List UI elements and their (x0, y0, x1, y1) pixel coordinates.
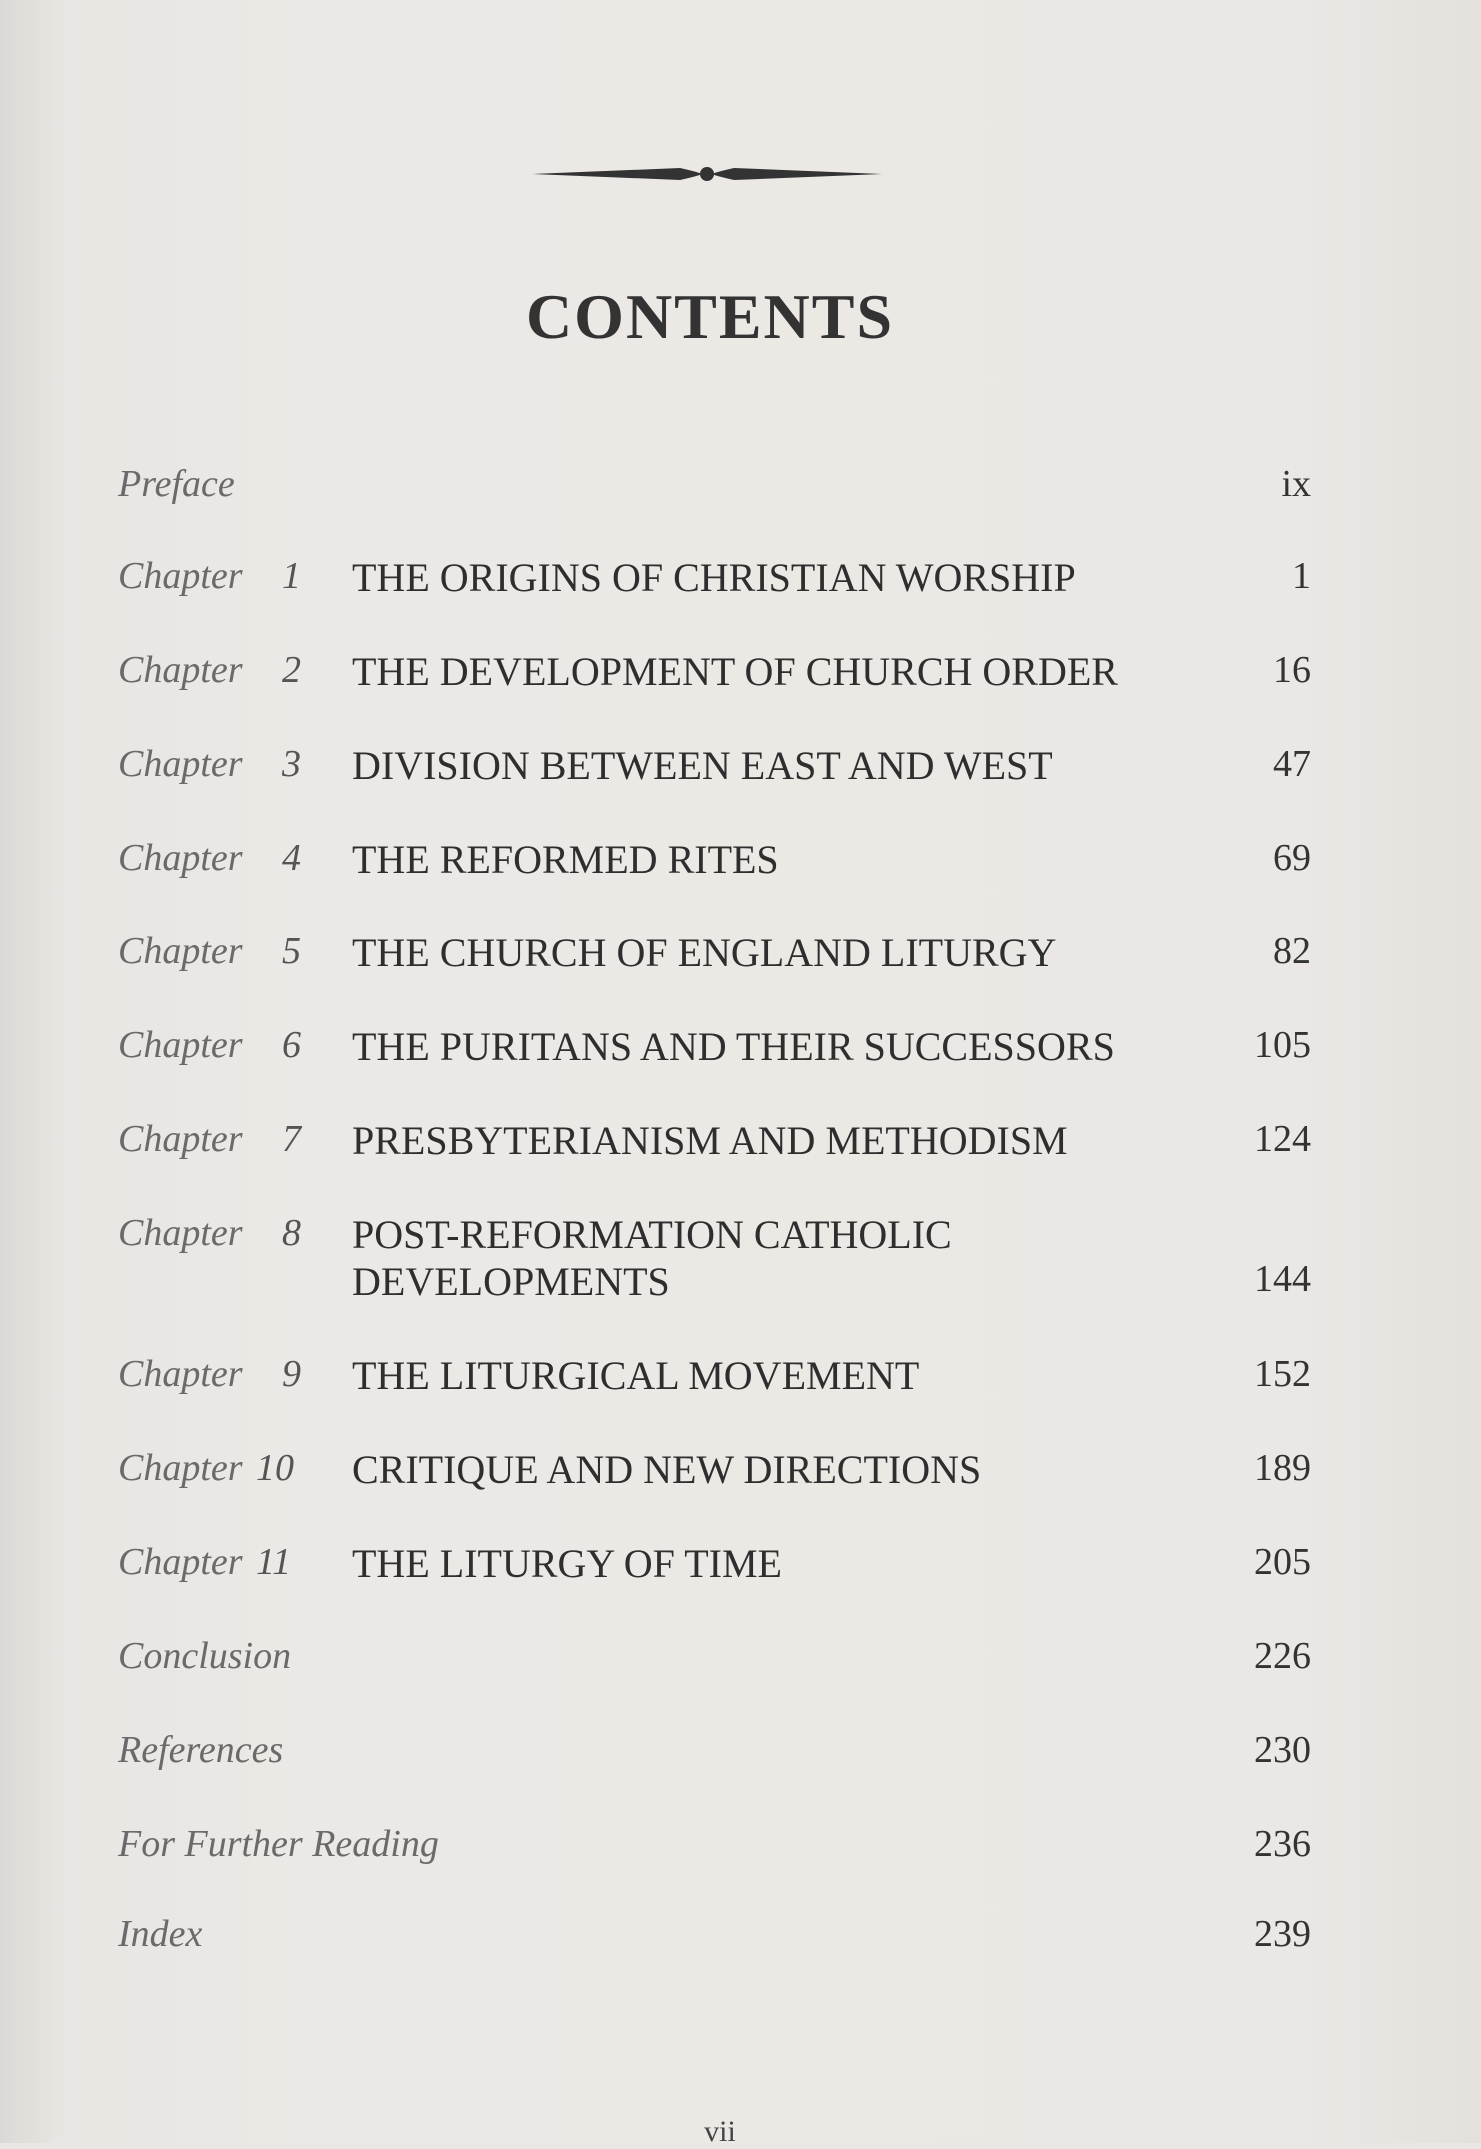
entry-label: Conclusion (118, 1635, 292, 1677)
entry-label: Chapter (118, 1024, 243, 1066)
toc-entry-chapter-11 (0, 1540, 1481, 1600)
chapter-number: 6 (282, 1024, 301, 1066)
entry-page: 152 (1254, 1353, 1311, 1395)
chapter-title: THE LITURGY OF TIME (352, 1541, 782, 1586)
entry-label: Chapter (118, 1118, 243, 1160)
toc-entry-chapter-6 (0, 1023, 1481, 1083)
toc-entry-further-reading (0, 1822, 1481, 1882)
entry-page: 124 (1254, 1118, 1311, 1160)
entry-page: ix (1281, 463, 1311, 505)
entry-label: Chapter (118, 1541, 243, 1583)
entry-page: 189 (1254, 1447, 1311, 1489)
toc-entry-chapter-9 (0, 1352, 1481, 1412)
chapter-title: CRITIQUE AND NEW DIRECTIONS (352, 1447, 982, 1492)
toc-entry-references (0, 1728, 1481, 1788)
chapter-number: 3 (282, 743, 301, 785)
entry-page: 69 (1273, 837, 1311, 879)
toc-entry-index (0, 1912, 1481, 1972)
page-title: CONTENTS (525, 281, 895, 352)
entry-label: References (118, 1729, 284, 1771)
chapter-title: THE CHURCH OF ENGLAND LITURGY (352, 930, 1057, 975)
chapter-number: 10 (256, 1447, 294, 1489)
entry-page: 205 (1254, 1541, 1311, 1583)
entry-label: Chapter (118, 649, 243, 691)
entry-label: Chapter (118, 1353, 243, 1395)
chapter-title: THE LITURGICAL MOVEMENT (352, 1353, 920, 1398)
chapter-title: POST-REFORMATION CATHOLIC DEVELOPMENTS (352, 1212, 952, 1304)
entry-label: Chapter (118, 1447, 243, 1489)
entry-label: Chapter (118, 555, 243, 597)
entry-page: 1 (1292, 555, 1311, 597)
entry-label: Index (118, 1913, 203, 1955)
toc-entry-preface (0, 462, 1481, 522)
entry-page: 47 (1273, 743, 1311, 785)
entry-page: 144 (1254, 1258, 1311, 1300)
entry-page: 105 (1254, 1024, 1311, 1066)
chapter-number: 9 (282, 1353, 301, 1395)
page-number-footer: vii (704, 2115, 736, 2148)
entry-label: Chapter (118, 837, 243, 879)
chapter-title: THE PURITANS AND THEIR SUCCESSORS (352, 1024, 1115, 1069)
toc-entry-chapter-4 (0, 836, 1481, 896)
ornament-divider-icon (530, 162, 884, 186)
chapter-title: THE ORIGINS OF CHRISTIAN WORSHIP (352, 555, 1076, 600)
toc-entry-chapter-5 (0, 929, 1481, 989)
chapter-title: DIVISION BETWEEN EAST AND WEST (352, 743, 1053, 788)
entry-label: Chapter (118, 930, 243, 972)
toc-entry-chapter-2 (0, 648, 1481, 708)
entry-page: 16 (1273, 649, 1311, 691)
entry-page: 82 (1273, 930, 1311, 972)
chapter-number: 8 (282, 1212, 301, 1254)
toc-entry-chapter-3 (0, 742, 1481, 802)
chapter-number: 2 (282, 649, 301, 691)
chapter-number: 1 (282, 555, 301, 597)
entry-label: Chapter (118, 743, 243, 785)
entry-page: 239 (1254, 1913, 1311, 1955)
toc-entry-chapter-7 (0, 1117, 1481, 1177)
entry-page: 226 (1254, 1635, 1311, 1677)
chapter-number: 5 (282, 930, 301, 972)
entry-label: Preface (118, 463, 235, 505)
entry-page: 236 (1254, 1823, 1311, 1865)
toc-entry-conclusion (0, 1634, 1481, 1694)
toc-entry-chapter-10 (0, 1446, 1481, 1506)
entry-page: 230 (1254, 1729, 1311, 1771)
entry-label: For Further Reading (118, 1823, 439, 1865)
chapter-title: PRESBYTERIANISM AND METHODISM (352, 1118, 1068, 1163)
chapter-title: THE DEVELOPMENT OF CHURCH ORDER (352, 649, 1118, 694)
entry-label: Chapter (118, 1212, 243, 1254)
chapter-number: 7 (282, 1118, 301, 1160)
toc-entry-chapter-8 (0, 1211, 1481, 1321)
toc-entry-chapter-1 (0, 554, 1481, 614)
chapter-number: 11 (256, 1541, 292, 1583)
chapter-title: THE REFORMED RITES (352, 837, 779, 882)
chapter-number: 4 (282, 837, 301, 879)
